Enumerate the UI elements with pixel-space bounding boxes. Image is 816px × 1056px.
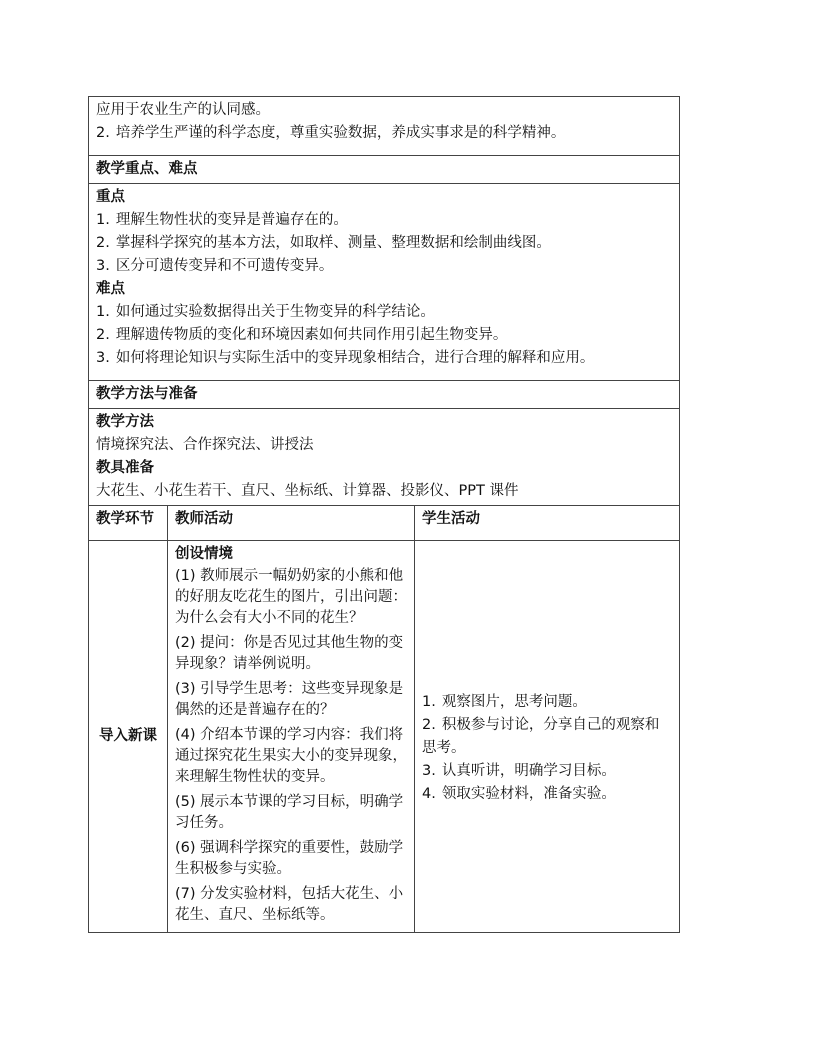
header-teacher: 教师活动 (168, 506, 415, 541)
methods-heading: 教学方法与准备 (89, 381, 680, 409)
teacher-activity-cell (168, 541, 415, 933)
key-points-heading: 教学重点、难点 (89, 156, 680, 184)
student-item-3: 3. 认真听讲，明确学习目标。 (422, 763, 616, 779)
objectives-row (89, 97, 680, 156)
student-item-1: 1. 观察图片，思考问题。 (422, 694, 587, 710)
header-student: 学生活动 (415, 506, 680, 541)
methods-row (89, 409, 680, 506)
difficulty-label: 难点 (96, 281, 125, 297)
student-activity-cell (415, 541, 680, 933)
teacher-item-3: (3) 引导学生思考：这些变异现象是偶然的还是普遍存在的？ (175, 681, 404, 718)
difficulty-item-1: 1. 如何通过实验数据得出关于生物变异的科学结论。 (96, 304, 435, 320)
teacher-item-5: (5) 展示本节课的学习目标，明确学习任务。 (175, 794, 404, 831)
objectives-cell (89, 97, 680, 156)
teacher-item-4: (4) 介绍本节课的学习内容：我们将通过探究花生果实大小的变异现象，来理解生物性状的变异。 (175, 727, 407, 785)
key-points-row (89, 184, 680, 381)
focus-item-3: 3. 区分可遗传变异和不可遗传变异。 (96, 258, 334, 274)
focus-label: 重点 (96, 189, 125, 205)
teacher-item-1: (1) 教师展示一幅奶奶家的小熊和他的好朋友吃花生的图片，引出问题：为什么会有大小不同的花生？ (175, 568, 407, 626)
process-header-row (89, 506, 680, 541)
methods-heading-row (89, 381, 680, 409)
tools-label: 教具准备 (96, 460, 154, 476)
student-item-2: 2. 积极参与讨论，分享自己的观察和思考。 (422, 717, 660, 756)
teacher-item-6: (6) 强调科学探究的重要性，鼓励学生积极参与实验。 (175, 840, 404, 877)
method-text: 情境探究法、合作探究法、讲授法 (96, 437, 314, 453)
student-activity-list (422, 691, 672, 806)
focus-item-1: 1. 理解生物性状的变异是普遍存在的。 (96, 212, 348, 228)
tools-text: 大花生、小花生若干、直尺、坐标纸、计算器、投影仪、PPT 课件 (96, 483, 519, 499)
header-stage: 教学环节 (89, 506, 168, 541)
lesson-plan-page (88, 96, 679, 933)
teacher-title: 创设情境 (175, 546, 233, 562)
teacher-item-7: (7) 分发实验材料，包括大花生、小花生、直尺、坐标纸等。 (175, 886, 404, 923)
difficulty-item-3: 3. 如何将理论知识与实际生活中的变异现象相结合，进行合理的解释和应用。 (96, 350, 595, 366)
difficulty-item-2: 2. 理解遗传物质的变化和环境因素如何共同作用引起生物变异。 (96, 327, 508, 343)
key-points-heading-row (89, 156, 680, 184)
focus-item-2: 2. 掌握科学探究的基本方法，如取样、测量、整理数据和绘制曲线图。 (96, 235, 551, 251)
lesson-plan-table (88, 96, 680, 933)
objective-line-1: 应用于农业生产的认同感。 (96, 102, 270, 118)
stage-cell: 导入新课 (89, 541, 168, 933)
student-item-4: 4. 领取实验材料，准备实验。 (422, 786, 616, 802)
method-label: 教学方法 (96, 414, 154, 430)
teacher-item-2: (2) 提问：你是否见过其他生物的变异现象？请举例说明。 (175, 635, 404, 672)
objective-item-2: 2. 培养学生严谨的科学态度，尊重实验数据，养成实事求是的科学精神。 (96, 125, 566, 141)
methods-cell (89, 409, 680, 506)
process-row-intro (89, 541, 680, 933)
key-points-cell (89, 184, 680, 381)
